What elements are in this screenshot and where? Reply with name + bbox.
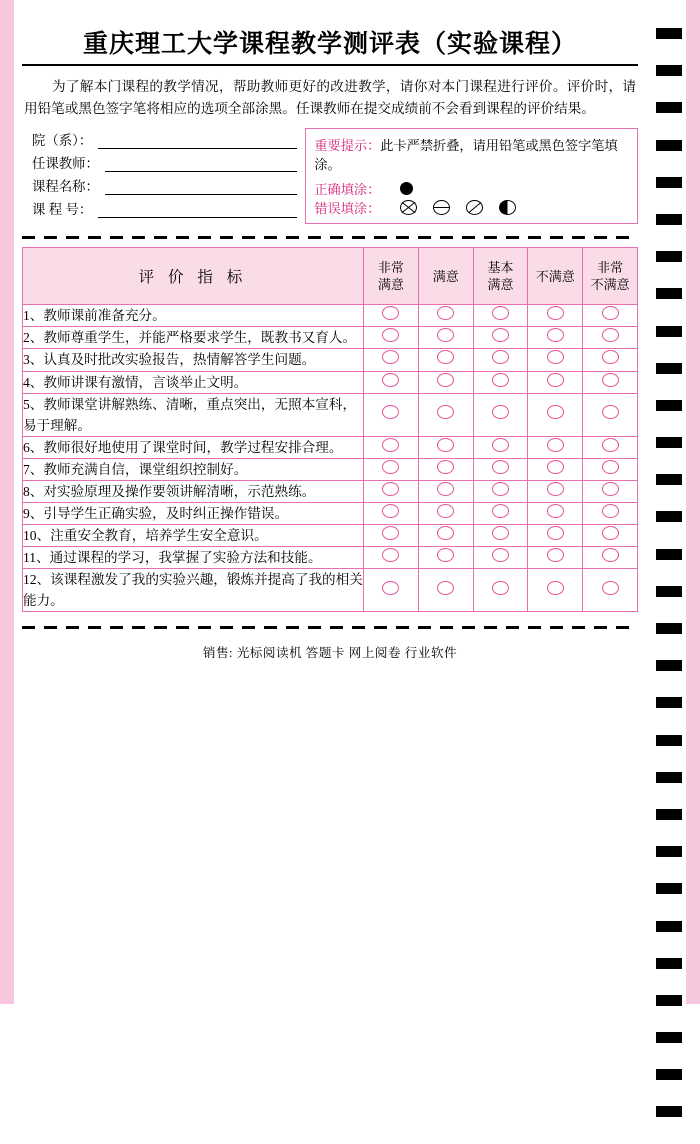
bubble-cell-2[interactable]	[418, 569, 473, 612]
bubble-cell-3[interactable]	[473, 393, 528, 436]
bubble-icon[interactable]	[437, 373, 454, 387]
bubble-cell-2[interactable]	[418, 480, 473, 502]
bubble-icon[interactable]	[437, 460, 454, 474]
bubble-icon[interactable]	[492, 548, 509, 562]
bubble-cell-5[interactable]	[583, 349, 638, 371]
bubble-cell-4[interactable]	[528, 502, 583, 524]
header-option-basically-satisfied	[473, 248, 528, 305]
timing-mark	[656, 623, 682, 634]
bubble-icon[interactable]	[602, 350, 619, 364]
bubble-icon[interactable]	[492, 328, 509, 342]
field-course-number[interactable]	[32, 197, 297, 218]
bubble-icon[interactable]	[437, 405, 454, 419]
table-row	[23, 436, 638, 458]
title-divider	[22, 64, 638, 66]
bubble-icon[interactable]	[382, 306, 399, 320]
bubble-cell-1[interactable]	[364, 502, 419, 524]
timing-mark	[656, 697, 682, 708]
bubble-icon[interactable]	[602, 460, 619, 474]
bubble-cell-3[interactable]	[473, 349, 528, 371]
question-text: 12、该课程激发了我的实验兴趣，锻炼并提高了我的相关能力。	[23, 569, 364, 612]
left-margin-rail	[0, 0, 14, 1004]
bubble-cell-5[interactable]	[583, 327, 638, 349]
timing-mark	[656, 102, 682, 113]
timing-mark	[656, 363, 682, 374]
timing-mark	[656, 549, 682, 560]
bubble-icon[interactable]	[492, 438, 509, 452]
bubble-icon[interactable]	[492, 504, 509, 518]
circle-minus-icon	[433, 200, 450, 215]
bottom-dashed-separator	[22, 626, 638, 629]
circle-x-icon	[400, 200, 417, 215]
field-course-number-input[interactable]	[98, 203, 297, 218]
bubble-icon[interactable]	[382, 328, 399, 342]
timing-mark	[656, 995, 682, 1006]
bubble-cell-2[interactable]	[418, 371, 473, 393]
bubble-icon[interactable]	[492, 306, 509, 320]
bubble-cell-1[interactable]	[364, 524, 419, 546]
bubble-cell-5[interactable]	[583, 371, 638, 393]
bubble-icon[interactable]	[602, 438, 619, 452]
timing-mark	[656, 400, 682, 411]
bubble-icon[interactable]	[547, 328, 564, 342]
timing-mark	[656, 958, 682, 969]
bubble-cell-4[interactable]	[528, 524, 583, 546]
timing-mark	[656, 326, 682, 337]
field-course-name-label: 课程名称：	[32, 179, 99, 195]
bubble-cell-4[interactable]	[528, 349, 583, 371]
timing-mark	[656, 437, 682, 448]
bubble-cell-4[interactable]	[528, 393, 583, 436]
bubble-icon[interactable]	[492, 526, 509, 540]
bubble-icon[interactable]	[602, 526, 619, 540]
bubble-cell-2[interactable]	[418, 502, 473, 524]
bubble-icon[interactable]	[382, 460, 399, 474]
field-course-name[interactable]	[32, 174, 297, 195]
field-teacher-label: 任课教师：	[32, 156, 99, 172]
bubble-cell-5[interactable]	[583, 480, 638, 502]
bubble-icon[interactable]	[547, 438, 564, 452]
bubble-icon[interactable]	[602, 504, 619, 518]
bubble-cell-1[interactable]	[364, 547, 419, 569]
field-department[interactable]	[32, 128, 297, 149]
intro-paragraph	[24, 76, 636, 120]
question-text: 8、对实验原理及操作要领讲解清晰，示范熟练。	[23, 480, 364, 502]
bubble-icon[interactable]	[602, 405, 619, 419]
table-row	[23, 393, 638, 436]
bubble-icon[interactable]	[547, 373, 564, 387]
bubble-cell-4[interactable]	[528, 569, 583, 612]
bubble-cell-3[interactable]	[473, 524, 528, 546]
timing-mark	[656, 214, 682, 225]
bubble-icon[interactable]	[547, 306, 564, 320]
bubble-cell-1[interactable]	[364, 458, 419, 480]
bubble-icon[interactable]	[602, 328, 619, 342]
notice-heading: 重要提示：	[314, 138, 381, 154]
bubble-icon[interactable]	[437, 438, 454, 452]
timing-mark	[656, 586, 682, 597]
bubble-icon[interactable]	[437, 328, 454, 342]
bubble-icon[interactable]	[492, 581, 509, 595]
bubble-icon[interactable]	[602, 373, 619, 387]
bubble-cell-3[interactable]	[473, 569, 528, 612]
bubble-icon[interactable]	[602, 482, 619, 496]
bubble-icon[interactable]	[547, 482, 564, 496]
field-course-number-label: 课 程 号：	[32, 202, 93, 218]
bubble-cell-2[interactable]	[418, 393, 473, 436]
bubble-cell-3[interactable]	[473, 502, 528, 524]
bubble-icon[interactable]	[382, 581, 399, 595]
bubble-cell-4[interactable]	[528, 305, 583, 327]
bubble-cell-2[interactable]	[418, 349, 473, 371]
bubble-cell-5[interactable]	[583, 524, 638, 546]
bubble-cell-1[interactable]	[364, 327, 419, 349]
notice-heading-line	[314, 136, 629, 174]
bubble-icon[interactable]	[602, 581, 619, 595]
question-text: 11、通过课程的学习，我掌握了实验方法和技能。	[23, 547, 364, 569]
correct-mark-row	[314, 179, 629, 198]
field-department-label: 院（系）：	[32, 133, 93, 149]
bubble-icon[interactable]	[437, 504, 454, 518]
bubble-cell-5[interactable]	[583, 547, 638, 569]
bubble-icon[interactable]	[382, 526, 399, 540]
bubble-cell-2[interactable]	[418, 458, 473, 480]
bubble-icon[interactable]	[547, 504, 564, 518]
timing-mark	[656, 140, 682, 151]
table-row	[23, 327, 638, 349]
timing-mark	[656, 288, 682, 299]
header-option-line1: 不满意	[535, 268, 575, 284]
header-option-very-satisfied	[364, 248, 419, 305]
correct-mark-label: 正确填涂：	[314, 182, 381, 198]
page-title: 重庆理工大学课程教学测评表（实验课程）	[82, 31, 577, 58]
timing-mark	[656, 28, 682, 39]
bubble-cell-5[interactable]	[583, 305, 638, 327]
bubble-icon[interactable]	[437, 350, 454, 364]
bubble-icon[interactable]	[547, 581, 564, 595]
table-row	[23, 569, 638, 612]
header-option-line1: 非常	[597, 259, 624, 275]
timing-mark	[656, 660, 682, 671]
bubble-icon[interactable]	[602, 306, 619, 320]
timing-mark	[656, 846, 682, 857]
bubble-cell-1[interactable]	[364, 305, 419, 327]
table-row	[23, 480, 638, 502]
bubble-cell-1[interactable]	[364, 436, 419, 458]
header-option-unsatisfied	[528, 248, 583, 305]
timing-mark	[656, 1106, 682, 1117]
question-text: 3、认真及时批改实验报告，热情解答学生问题。	[23, 349, 364, 371]
bubble-icon[interactable]	[382, 350, 399, 364]
bubble-icon[interactable]	[382, 438, 399, 452]
bubble-cell-3[interactable]	[473, 436, 528, 458]
bubble-cell-1[interactable]	[364, 371, 419, 393]
table-row	[23, 371, 638, 393]
bubble-icon[interactable]	[437, 548, 454, 562]
footer-text: 销售: 光标阅读机 答题卡 网上阅卷 行业软件	[202, 646, 458, 661]
header-option-satisfied	[418, 248, 473, 305]
bubble-icon[interactable]	[547, 350, 564, 364]
question-text: 4、教师讲课有激情，言谈举止文明。	[23, 371, 364, 393]
bubble-icon[interactable]	[492, 373, 509, 387]
bubble-icon[interactable]	[437, 306, 454, 320]
bubble-icon[interactable]	[492, 405, 509, 419]
bubble-icon[interactable]	[437, 581, 454, 595]
wrong-mark-samples	[400, 200, 516, 215]
table-header-row	[23, 248, 638, 305]
table-row	[23, 458, 638, 480]
timing-mark	[656, 65, 682, 76]
header-option-line2: 不满意	[590, 277, 630, 293]
timing-mark	[656, 1069, 682, 1080]
bubble-cell-1[interactable]	[364, 480, 419, 502]
bubble-cell-4[interactable]	[528, 327, 583, 349]
timing-mark	[656, 511, 682, 522]
question-text: 10、注重安全教育，培养学生安全意识。	[23, 524, 364, 546]
field-course-name-input[interactable]	[105, 180, 297, 195]
bubble-cell-5[interactable]	[583, 393, 638, 436]
timing-mark	[656, 772, 682, 783]
field-teacher[interactable]	[32, 151, 297, 172]
bubble-icon[interactable]	[492, 482, 509, 496]
important-notice-box	[305, 128, 638, 224]
timing-mark	[656, 177, 682, 188]
bubble-icon[interactable]	[382, 373, 399, 387]
filled-circle-icon	[400, 182, 413, 195]
bubble-cell-1[interactable]	[364, 349, 419, 371]
bubble-icon[interactable]	[437, 526, 454, 540]
table-row	[23, 524, 638, 546]
wrong-mark-row	[314, 198, 629, 217]
circle-half-filled-icon	[499, 200, 516, 215]
bubble-cell-3[interactable]	[473, 327, 528, 349]
form-fields	[22, 128, 297, 220]
bubble-cell-3[interactable]	[473, 458, 528, 480]
bubble-icon[interactable]	[382, 405, 399, 419]
question-text: 7、教师充满自信，课堂组织控制好。	[23, 458, 364, 480]
bubble-cell-4[interactable]	[528, 371, 583, 393]
bubble-cell-3[interactable]	[473, 480, 528, 502]
bubble-cell-3[interactable]	[473, 371, 528, 393]
timing-marks-column	[656, 28, 682, 1144]
bubble-cell-5[interactable]	[583, 436, 638, 458]
circle-slash-icon	[466, 200, 483, 215]
bubble-icon[interactable]	[492, 350, 509, 364]
table-row	[23, 547, 638, 569]
bubble-icon[interactable]	[382, 482, 399, 496]
header-evaluation-item: 评 价 指 标	[23, 248, 364, 305]
info-and-notice-row	[22, 128, 638, 224]
table-row	[23, 349, 638, 371]
question-text: 1、教师课前准备充分。	[23, 305, 364, 327]
bubble-cell-4[interactable]	[528, 480, 583, 502]
bubble-cell-2[interactable]	[418, 547, 473, 569]
timing-mark	[656, 1032, 682, 1043]
notice-text: 此卡严禁折叠，请用铅笔或黑色签字笔填涂。	[314, 138, 618, 173]
bubble-cell-4[interactable]	[528, 547, 583, 569]
header-option-line1: 非常	[377, 259, 404, 275]
timing-mark	[656, 809, 682, 820]
header-option-line2: 满意	[487, 277, 514, 293]
table-body	[23, 305, 638, 612]
bubble-cell-3[interactable]	[473, 305, 528, 327]
bubble-cell-2[interactable]	[418, 436, 473, 458]
bubble-icon[interactable]	[382, 504, 399, 518]
bubble-icon[interactable]	[547, 526, 564, 540]
table-row	[23, 502, 638, 524]
header-option-line1: 满意	[432, 268, 459, 284]
header-option-line2: 满意	[377, 277, 404, 293]
header-option-line1: 基本	[487, 259, 514, 275]
evaluation-table	[22, 247, 638, 612]
wrong-mark-label: 错误填涂：	[314, 201, 381, 217]
timing-mark	[656, 883, 682, 894]
bubble-icon[interactable]	[437, 482, 454, 496]
question-text: 5、教师课堂讲解熟练、清晰，重点突出，无照本宣科，易于理解。	[23, 393, 364, 436]
bubble-cell-5[interactable]	[583, 569, 638, 612]
question-text: 2、教师尊重学生，并能严格要求学生，既教书又育人。	[23, 327, 364, 349]
bubble-icon[interactable]	[547, 405, 564, 419]
bubble-cell-3[interactable]	[473, 547, 528, 569]
timing-mark	[656, 921, 682, 932]
table-row	[23, 305, 638, 327]
bubble-cell-5[interactable]	[583, 458, 638, 480]
bubble-icon[interactable]	[547, 460, 564, 474]
bubble-cell-2[interactable]	[418, 524, 473, 546]
timing-mark	[656, 735, 682, 746]
bubble-icon[interactable]	[602, 548, 619, 562]
question-text: 9、引导学生正确实验，及时纠正操作错误。	[23, 502, 364, 524]
header-option-very-unsatisfied	[583, 248, 638, 305]
bubble-icon[interactable]	[547, 548, 564, 562]
bubble-cell-5[interactable]	[583, 502, 638, 524]
field-department-input[interactable]	[98, 134, 297, 149]
timing-mark	[656, 251, 682, 262]
right-margin-rail	[686, 0, 700, 1004]
field-teacher-input[interactable]	[105, 157, 297, 172]
bubble-icon[interactable]	[492, 460, 509, 474]
intro-text: 为了解本门课程的教学情况，帮助教师更好的改进教学，请你对本门课程进行评价。评价时，请用铅笔或黑色签字笔将相应的选项全部涂黑。任课教师在提交成绩前不会看到课程的评价结果。	[24, 79, 636, 117]
top-dashed-separator	[22, 236, 638, 239]
bubble-cell-2[interactable]	[418, 327, 473, 349]
bubble-cell-1[interactable]	[364, 393, 419, 436]
bubble-cell-4[interactable]	[528, 436, 583, 458]
bubble-cell-4[interactable]	[528, 458, 583, 480]
timing-mark	[656, 474, 682, 485]
question-text: 6、教师很好地使用了课堂时间，教学过程安排合理。	[23, 436, 364, 458]
bubble-icon[interactable]	[382, 548, 399, 562]
bubble-cell-1[interactable]	[364, 569, 419, 612]
document-content	[22, 10, 638, 661]
bubble-cell-2[interactable]	[418, 305, 473, 327]
